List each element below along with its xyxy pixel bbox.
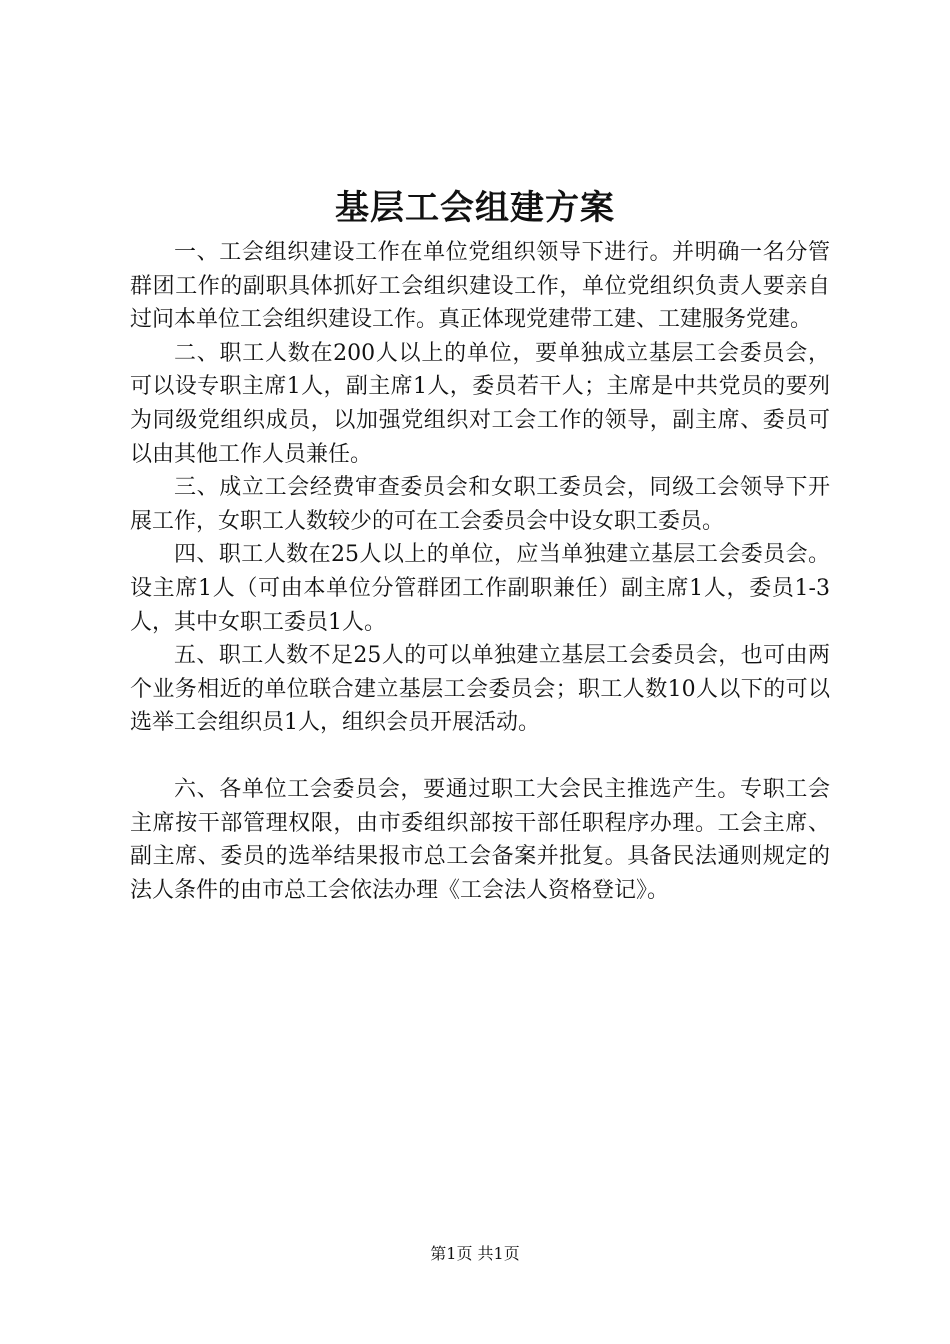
paragraph-5: 五、职工人数不足25人的可以单独建立基层工会委员会，也可由两个业务相近的单位联合建立基层工会委员会；职工人数10人以下的可以选举工会组织员1人，组织会员开展活动。 <box>130 643 830 736</box>
document-title: 基层工会组建方案 <box>335 188 615 228</box>
paragraph-2: 二、职工人数在200人以上的单位，要单独成立基层工会委员会，可以设专职主席1人，副主席1人，委员若干人；主席是中共党员的要列为同级党组织成员，以加强党组织对工会工作的领导，副主席、委员可以由其他工作人员兼任。 <box>130 340 830 467</box>
page-number-footer: 第1页 共1页 <box>430 1244 520 1263</box>
paragraph-1: 一、工会组织建设工作在单位党组织领导下进行。并明确一名分管群团工作的副职具体抓好工会组织建设工作，单位党组织负责人要亲自过问本单位工会组织建设工作。真正体现党建带工建、工建服务党建。 <box>130 240 830 333</box>
paragraph-4: 四、职工人数在25人以上的单位，应当单独建立基层工会委员会。设主席1人（可由本单位分管群团工作副职兼任）副主席1人，委员1-3人，其中女职工委员1人。 <box>130 542 830 635</box>
paragraph-3: 三、成立工会经费审查委员会和女职工委员会，同级工会领导下开展工作，女职工人数较少的可在工会委员会中设女职工委员。 <box>130 475 830 534</box>
document-body <box>130 236 830 907</box>
paragraph-6: 六、各单位工会委员会，要通过职工大会民主推选产生。专职工会主席按干部管理权限，由市委组织部按干部任职程序办理。工会主席、副主席、委员的选举结果报市总工会备案并批复。具备民法通则规定的法人条件的由市总工会依法办理《工会法人资格登记》。 <box>130 776 830 903</box>
